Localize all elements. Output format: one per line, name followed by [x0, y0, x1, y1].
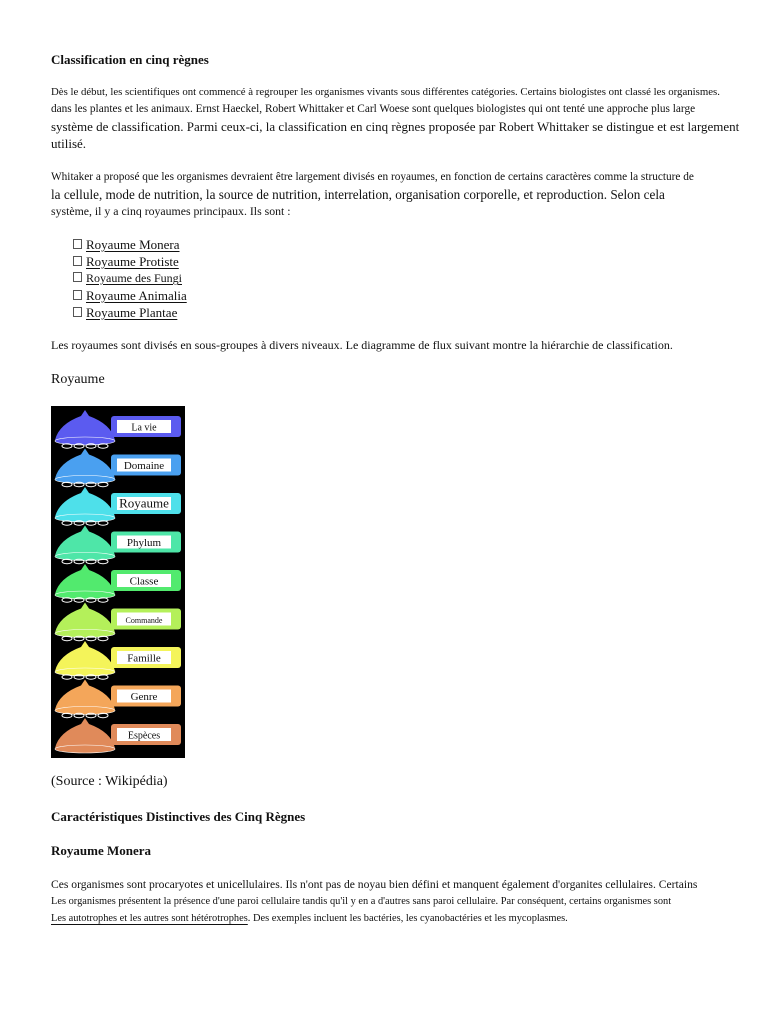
monera-line-3-rest: . Des exemples incluent les bactéries, les cyanobactéries et les mycoplasmes. — [247, 913, 568, 924]
bullet-box-icon — [73, 256, 82, 266]
hierarchy-level — [55, 641, 181, 679]
hierarchy-level — [55, 410, 181, 448]
dome-shape — [55, 680, 115, 710]
intro-line-1: Dès le début, les scientifiques ont commencé à regrouper les organismes vivants sous différentes catégories. Certains biologistes ont classé les organismes. — [51, 86, 720, 98]
kingdom-link-fungi[interactable]: Royaume des Fungi — [86, 271, 182, 285]
dome-shape — [55, 449, 115, 479]
bullet-box-icon — [73, 272, 82, 282]
hierarchy-level — [55, 564, 181, 602]
bullet-box-icon — [73, 239, 82, 249]
dome-shape — [55, 410, 115, 440]
level-label: Royaume — [119, 495, 169, 511]
monera-line-1: Ces organismes sont procaryotes et unicellulaires. Ils n'ont pas de noyau bien défini et manquent également d'organites cellulaires. Certains — [51, 878, 698, 891]
whittaker-line-3: système, il y a cinq royaumes principaux. Ils sont : — [51, 204, 291, 218]
dome-shape — [55, 603, 115, 633]
hierarchy-intro: Les royaumes sont divisés en sous-groupes à divers niveaux. Le diagramme de flux suivant montre la hiérarchie de classification. — [51, 338, 673, 352]
section-heading-characteristics: Caractéristiques Distinctives des Cinq Règnes — [51, 809, 306, 824]
dome-shape — [55, 487, 115, 517]
section-heading-monera: Royaume Monera — [51, 843, 152, 858]
whittaker-line-1: Whitaker a proposé que les organismes devraient être largement divisés en royaumes, en fonction de certains caractères comme la structure de — [51, 171, 694, 183]
list-item[interactable] — [73, 253, 187, 270]
kingdom-list — [73, 236, 187, 321]
hierarchy-level — [55, 526, 181, 564]
hierarchy-diagram — [51, 406, 185, 758]
monera-line-3 — [51, 910, 768, 927]
level-label: Commande — [125, 616, 163, 625]
kingdom-link-monera[interactable]: Royaume Monera — [86, 237, 180, 252]
kingdom-link-protiste[interactable]: Royaume Protiste — [86, 254, 179, 269]
monera-paragraph — [51, 876, 768, 927]
list-item[interactable] — [73, 304, 187, 321]
section-heading-five-kingdoms: Classification en cinq règnes — [51, 52, 209, 67]
dome-shape — [55, 526, 115, 556]
list-item[interactable] — [73, 287, 187, 304]
level-label: La vie — [131, 422, 157, 434]
hierarchy-level — [55, 449, 181, 487]
autotroph-link[interactable]: Les autotrophes et les autres sont hétérotrophes — [51, 913, 248, 924]
figure-source: (Source : Wikipédia) — [51, 774, 168, 789]
level-label: Classe — [129, 575, 159, 588]
level-label: Espèces — [127, 730, 161, 742]
dome-shape — [55, 718, 115, 748]
dome-shape — [55, 564, 115, 594]
level-label: Famille — [127, 652, 161, 665]
intro-line-2: dans les plantes et les animaux. Ernst Haeckel, Robert Whittaker et Carl Woese sont quelques biologistes qui ont tenté une approche plus large — [51, 103, 696, 115]
list-item[interactable] — [73, 270, 187, 287]
intro-paragraph — [51, 84, 768, 152]
dome-shape — [55, 641, 115, 671]
hierarchy-level — [55, 487, 181, 525]
hierarchy-level — [55, 603, 181, 641]
hierarchy-level — [55, 680, 181, 718]
bullet-box-icon — [73, 290, 82, 300]
list-item[interactable] — [73, 236, 187, 253]
monera-line-2: Les organismes présentent la présence d'une paroi cellulaire tandis qu'il y en a d'autres sans paroi cellulaire. Par conséquent, certains organismes sont — [51, 896, 672, 907]
level-label: Domaine — [123, 460, 165, 472]
hierarchy-level — [55, 718, 181, 753]
intro-line-3: système de classification. Parmi ceux-ci, la classification en cinq règnes proposée par Robert Whittaker se distingue et est largement — [51, 119, 740, 134]
whittaker-line-2: la cellule, mode de nutrition, la source de nutrition, interrelation, organisation corporelle, et reproduction. Selon cela — [51, 187, 665, 202]
classification-hierarchy-figure — [51, 406, 185, 758]
whittaker-paragraph — [51, 169, 768, 220]
bullet-box-icon — [73, 307, 82, 317]
dome-base — [55, 745, 115, 753]
level-label: Genre — [130, 691, 158, 703]
figure-caption: Royaume — [51, 372, 105, 387]
level-label: Phylum — [126, 537, 162, 549]
intro-line-4: utilisé. — [51, 136, 87, 151]
kingdom-link-plantae[interactable]: Royaume Plantae — [86, 305, 178, 320]
kingdom-link-animalia[interactable]: Royaume Animalia — [86, 288, 187, 303]
